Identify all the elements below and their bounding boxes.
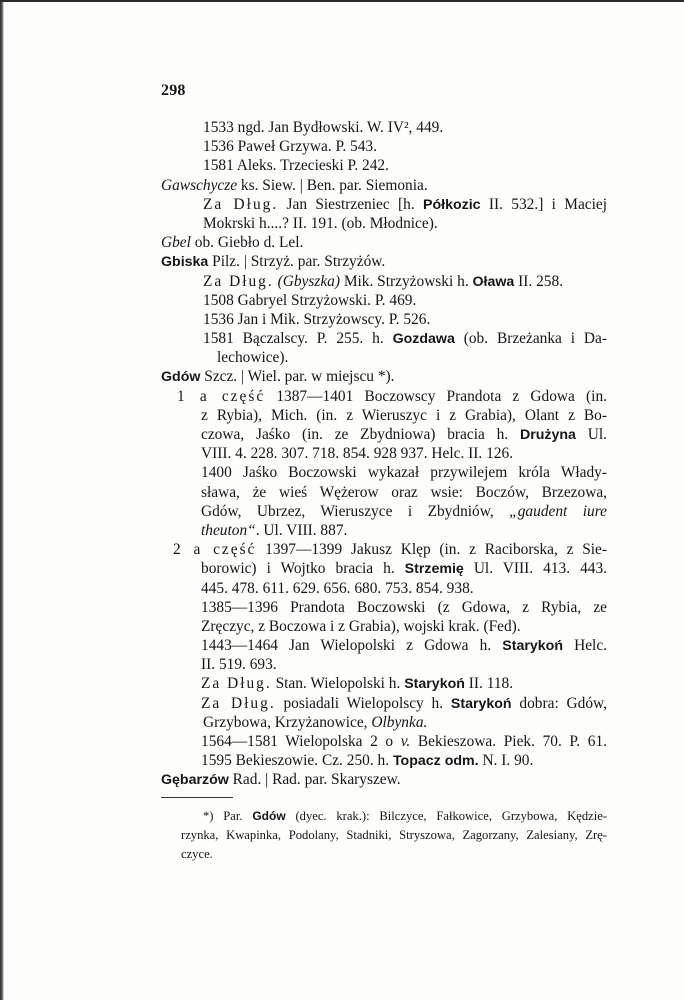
entry-line [161,272,607,291]
page-scan-edge-left [0,0,4,1000]
entry-line [161,694,607,713]
entry-line-text: Mik. Strzyżowski h. [339,272,473,290]
entry-headword-line [161,252,607,271]
headword: Gębarzów [161,772,229,789]
page-number: 298 [161,82,186,99]
coat-of-arms: Topacz odm. [392,753,479,770]
italic-abbrev: v. [400,733,411,750]
entry-line-text: II. 519. 693. [201,656,277,674]
entry-line [161,559,607,578]
latin-quote: theuton“ [201,521,256,539]
headword: Gbel [161,234,191,252]
entry-line-text: II. 258. [514,272,564,290]
entry-line [161,655,607,674]
entry-line-text: (ob. Brzeżanka i Da- [454,330,607,348]
footnote-line [161,807,607,826]
entry-line [161,521,607,540]
entry-line-text: posiadali Wielopolscy h. [275,694,451,712]
coat-of-arms: Gozdawa [392,331,455,348]
entry-line [161,732,607,751]
entry-line-text: lechowice). [217,349,289,367]
entry-line [161,329,607,348]
entry-line-text: Zręczyc, z Boczowa i z Grabia), wojski krak. (Fed). [201,617,521,635]
entry-line-text: 445. 478. 611. 629. 656. 680. 753. 854. 938. [201,579,474,597]
coat-of-arms: Starykoń [450,695,512,712]
entry-line-text: 1397—1399 Jakusz Klęp (in. z Raciborska, z Sie- [256,541,607,559]
entry-line [161,502,607,521]
entry-line-text: z Rybia), Mich. (in. z Wieruszyc i z Grabia), Olant z Bo- [201,406,607,424]
coat-of-arms: Starykoń [502,638,563,655]
entry-line [161,444,607,463]
footnote [161,807,607,864]
entry-line-text: ob. Giebło d. Lel. [190,234,304,252]
entry-line-text: 1536 Paweł Grzywa. P. 543. [203,138,377,156]
entry-line [161,598,607,617]
entry-line [161,579,607,598]
footnote-line [161,826,607,845]
entry-line [161,617,607,636]
latin-quote: „gaudent iure [509,502,607,520]
entry-line [161,751,607,770]
entry-line-text: 1564—1581 Wielopolska 2 o [201,733,401,750]
entry-headword-line [161,770,607,789]
entry-line [161,291,607,310]
entry-line-text: borowic) i Wojtko bracia h. [201,560,405,578]
spaced-text: 1 a część [177,387,266,405]
entry-line-text: Szcz. | Wiel. par. w miejscu *). [200,368,395,386]
entry-line-text: sława, że wieś Wężerow oraz wsie: Boczów, Brzezowa, [201,483,607,501]
spaced-text: Za Dług. [201,675,272,693]
entry-line-text: 1385—1396 Prandota Boczowski (z Gdowa, z Rybia, ze [201,598,607,616]
italic-place: Olbynka. [371,713,428,731]
entry-line [161,195,607,214]
entry-line-text: 1581 Bączalscy. P. 255. h. [203,330,393,348]
entry-headword-line [161,176,607,195]
entry-line-text: 1581 Aleks. Trzecieski P. 242. [203,157,389,175]
entry-line [161,483,607,502]
entry-line-text: Stan. Wielopolski h. [271,675,405,693]
entry-headword-line [161,233,607,252]
entry-line [161,214,607,233]
spaced-text: Za Dług. [203,272,274,290]
entry-headword-line [161,367,607,386]
entry-line [161,674,607,693]
entry-line-text: Gdów, Ubrzez, Wieruszyce i Zbydniów, [201,502,510,520]
footnote-text: *) Par. [203,809,253,823]
footnote-line [161,845,607,864]
entry-line [161,118,607,137]
entry-line-text: Grzybowa, Krzyżanowice, [203,713,372,731]
spaced-text: Za Dług. [203,195,279,213]
headword: Gdów [161,369,201,386]
coat-of-arms: Półkozic [423,196,481,213]
entry-line-text: Rad. | Rad. par. Skaryszew. [228,771,401,789]
entry-line [161,406,607,425]
entry-line [161,387,607,406]
spaced-text: Za Dług. [201,694,276,712]
entry-line-text: 1508 Gabryel Strzyżowski. P. 469. [203,291,417,309]
footnote-divider [161,797,233,798]
italic-variant: (Gbyszka) [277,272,340,290]
entry-line-text: Jan Siestrzeniec [h. [278,195,423,213]
entry-line-text: VIII. 4. 228. 307. 718. 854. 928 937. Helc. II. 126. [201,445,514,463]
entry-line-text: Mokrski h....? II. 191. (ob. Młodnice). [203,214,438,232]
dictionary-entries [161,118,607,790]
footnote-text: rzynka, Kwapinka, Podolany, Stadniki, Stryszowa, Zagorzany, Zalesiany, Zrę- [181,828,607,842]
coat-of-arms: Oława [472,273,515,290]
entry-line-text: II. 532.] i Maciej [480,195,607,213]
footnote-bold-term: Gdów [252,809,286,823]
entry-line-text: 1595 Bekieszowie. Cz. 250. h. [201,752,393,770]
entry-line [161,713,607,732]
entry-line [161,540,607,559]
entry-line-text: . Ul. VIII. 887. [255,521,348,539]
entry-line [161,636,607,655]
entry-line-text: czowa, Jaśko (in. ze Zbydniowa) bracia h. [201,426,520,443]
entry-line-text: Ul. [575,426,607,443]
coat-of-arms: Drużyna [519,427,576,443]
coat-of-arms: Strzemię [404,561,464,578]
footnote-text: (dyec. krak.): Bilczyce, Fałkowice, Grzybowa, Kędzie- [285,809,607,823]
entry-line-text: 1536 Jan i Mik. Strzyżowscy. P. 526. [203,310,431,328]
entry-line [161,137,607,156]
footnote-text: czyce. [181,847,213,861]
entry-line-text: 1533 ngd. Jan Bydłowski. W. IV², 449. [203,119,444,136]
entry-line-text: 1443—1464 Jan Wielopolski z Gdowa h. [201,637,503,655]
entry-line [161,156,607,175]
entry-line [161,348,607,367]
coat-of-arms: Starykoń [404,676,465,693]
entry-line-text: N. I. 90. [478,752,534,770]
entry-line [161,425,607,444]
entry-line-text: Helc. [563,637,607,655]
entry-line-text: 1387—1401 Boczowscy Prandota z Gdowa (in. [265,387,607,405]
entry-line [161,310,607,329]
entry-line-text: II. 118. [464,675,514,693]
entry-line-text: Pilz. | Strzyż. par. Strzyżów. [208,253,386,271]
page-scan-edge-top [0,0,684,2]
entry-line-text: dobra: Gdów, [511,694,607,712]
entry-line-text: Ul. VIII. 413. 443. [463,560,607,578]
entry-line-text: Bekieszowa. Piek. 70. P. 61. [410,733,607,750]
headword: Gbiska [161,254,209,271]
entry-line-text: 1400 Jaśko Boczowski wykazał przywilejem króla Włady- [201,464,607,482]
headword: Gawschycze [161,176,238,194]
entry-line [161,463,607,482]
entry-line-text: ks. Siew. | Ben. par. Siemonia. [237,176,428,194]
spaced-text: 2 a część [173,541,257,559]
